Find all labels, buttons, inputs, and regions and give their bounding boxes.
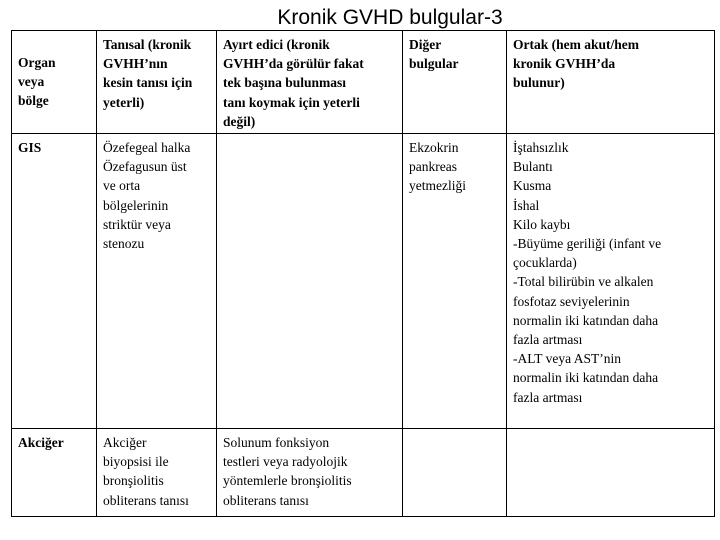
cell-line: fosfotaz seviyelerinin — [513, 293, 630, 309]
header-line: yeterli) — [103, 94, 145, 110]
cell-line: biyopsisi ile — [103, 454, 169, 470]
cell-line: testleri veya radyolojik — [223, 454, 348, 470]
cell-line: Özefagusun üst — [103, 159, 187, 175]
cell-line: -Büyüme geriliği (infant ve — [513, 236, 662, 252]
cell-line: fazla artması — [513, 389, 583, 405]
cell-line: yöntemlerle bronşiolitis — [223, 473, 352, 489]
header-line: tanı koymak için yeterli — [223, 94, 360, 110]
other-cell — [403, 134, 507, 429]
header-distinctive — [217, 31, 403, 134]
cell-line: pankreas — [409, 159, 457, 175]
header-line: Diğer — [409, 37, 442, 52]
header-diagnostic — [97, 31, 217, 134]
cell-line: normalin iki katından daha — [513, 370, 659, 386]
cell-line: -Total bilirübin ve alkalen — [513, 274, 654, 290]
header-line: Ayırt edici (kronik — [223, 37, 330, 52]
cell-line: fazla artması — [513, 332, 583, 348]
gvhd-findings-table — [11, 30, 715, 517]
header-organ — [12, 31, 97, 134]
header-other — [403, 31, 507, 134]
cell-line: ve orta — [103, 178, 141, 194]
cell-line: Özefegeal halka — [103, 140, 191, 156]
header-line: tek başına bulunması — [223, 75, 347, 91]
cell-line: Akciğer — [103, 435, 147, 451]
cell-line: yetmezliği — [409, 178, 466, 194]
cell-line: Kusma — [513, 178, 552, 194]
cell-line: bölgelerinin — [103, 197, 169, 213]
distinctive-cell — [217, 429, 403, 517]
distinctive-cell — [217, 134, 403, 429]
header-line: Ortak (hem akut/hem — [513, 37, 639, 52]
header-line: bulunur) — [513, 75, 565, 91]
organ-cell: Akciğer — [12, 429, 97, 517]
header-line: kesin tanısı için — [103, 75, 193, 91]
header-common — [507, 31, 715, 134]
cell-line: Solunum fonksiyon — [223, 435, 330, 451]
other-cell — [403, 429, 507, 517]
header-line: Organ — [18, 55, 56, 70]
page-title: Kronik GVHD bulgular-3 — [277, 6, 503, 29]
cell-line: Bulantı — [513, 159, 553, 175]
header-line: bölge — [18, 93, 49, 109]
cell-line: İştahsızlık — [513, 140, 569, 156]
header-line: değil) — [223, 113, 256, 129]
header-line: veya — [18, 74, 45, 90]
header-line: GVHH’da görülür fakat — [223, 56, 364, 72]
header-line: GVHH’nın — [103, 56, 168, 72]
cell-line: -ALT veya AST’nin — [513, 351, 621, 367]
diagnostic-cell — [97, 429, 217, 517]
organ-cell: GIS — [12, 134, 97, 429]
header-line: kronik GVHH’da — [513, 56, 616, 72]
table-row — [12, 429, 715, 517]
cell-line: çocuklarda) — [513, 255, 577, 271]
cell-line: stenozu — [103, 236, 145, 252]
cell-line: Ekzokrin — [409, 140, 459, 156]
common-cell — [507, 429, 715, 517]
table-row — [12, 134, 715, 429]
cell-line: İshal — [513, 197, 540, 213]
cell-line: obliterans tanısı — [223, 492, 309, 508]
diagnostic-cell — [97, 134, 217, 429]
common-cell — [507, 134, 715, 429]
header-line: bulgular — [409, 56, 459, 72]
table-header-row — [12, 31, 715, 134]
cell-line: normalin iki katından daha — [513, 312, 659, 328]
cell-line: striktür veya — [103, 216, 171, 232]
cell-line: obliterans tanısı — [103, 492, 189, 508]
cell-line: Kilo kaybı — [513, 216, 571, 232]
header-line: Tanısal (kronik — [103, 37, 192, 52]
cell-line: bronşiolitis — [103, 473, 164, 489]
